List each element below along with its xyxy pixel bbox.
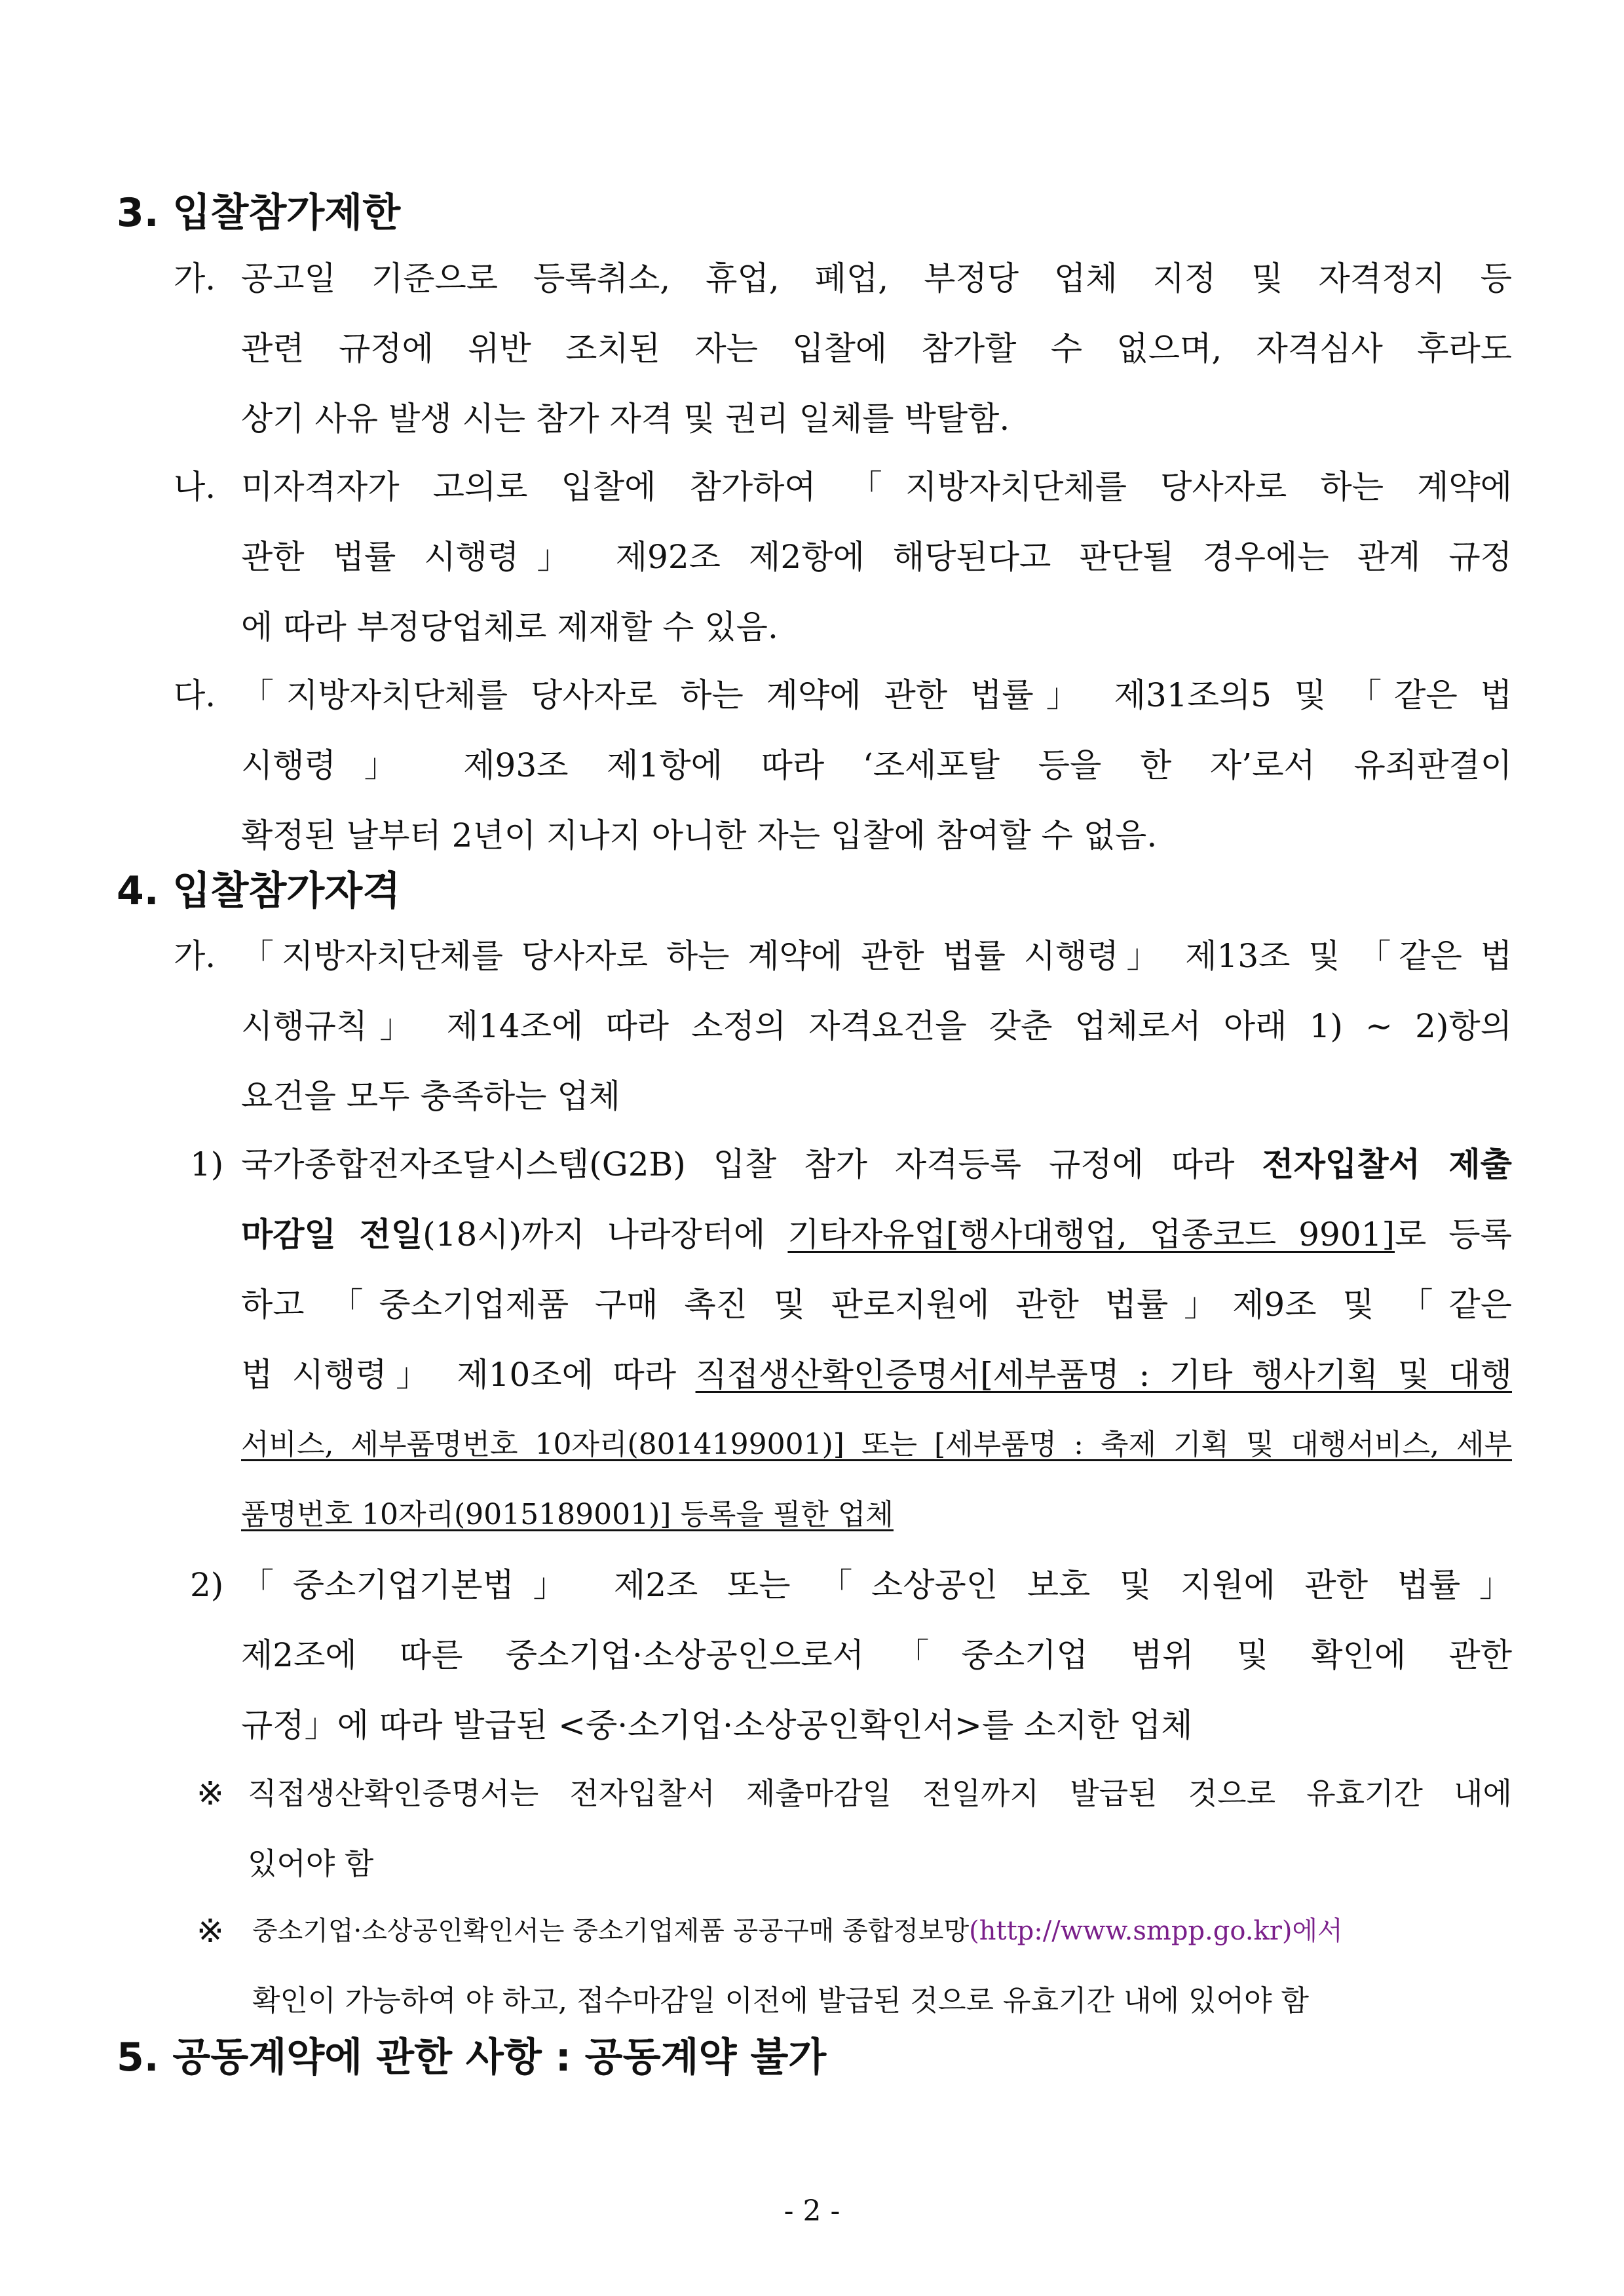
underlined-text: 품명번호 10자리(9015189001)] 등록을 필한 업체 (241, 1498, 894, 1531)
item-label: 1) (190, 1145, 224, 1183)
text-line (252, 1908, 1343, 1954)
underlined-text: 서비스, 세부품명번호 10자리(8014199001)] 또는 [세부품명 : 축제 기획 및 대행서비스, 세부 (241, 1428, 1512, 1461)
section-4-title: 4. 입찰참가자격 (117, 868, 401, 914)
text-run: (18시)까지 나라장터에 (423, 1215, 788, 1253)
text-line: 확인이 가능하여 야 하고, 접수마감일 이전에 발급된 것으로 유효기간 내에 있어야 함 (252, 1984, 1309, 2018)
text-line: 제2조에 따른 중소기업·소상공인으로서「중소기업 범위 및 확인에 관한 (241, 1636, 1512, 1674)
text-run: 중소기업·소상공인확인서는 중소기업제품 공공구매 종합정보망 (252, 1916, 970, 1946)
text-line: 관한 법률 시행령」 제92조 제2항에 해당된다고 판단될 경우에는 관계 규정 (241, 538, 1512, 576)
item-label: 나. (174, 468, 216, 506)
website-link[interactable]: (http://www.smpp.go.kr)에서 (969, 1916, 1343, 1946)
item-label: 가. (174, 259, 216, 297)
text-run: 로 등록 (1394, 1215, 1512, 1253)
text-line: 「중소기업기본법」 제2조 또는 「소상공인 보호 및 지원에 관한 법률」 (241, 1566, 1512, 1604)
text-line: 에 따라 부정당업체로 제재할 수 있음. (241, 608, 778, 646)
section-5-title: 5. 공동계약에 관한 사항 : 공동계약 불가 (117, 2035, 827, 2080)
text-line: 시행규칙」 제14조에 따라 소정의 자격요건을 갖춘 업체로서 아래 1) ~ 2)항의 (241, 1007, 1512, 1045)
underlined-text: 기타자유업[행사대행업, 업종코드 9901] (787, 1215, 1395, 1253)
text-line: 공고일 기준으로 등록취소, 휴업, 폐업, 부정당 업체 지정 및 자격정지 등 (241, 259, 1512, 297)
bold-text: 전자입찰서 제출 (1262, 1145, 1512, 1183)
text-line: 관련 규정에 위반 조치된 자는 입찰에 참가할 수 없으며, 자격심사 후라도 (241, 330, 1512, 368)
page-number: - 2 - (784, 2194, 840, 2228)
bold-text: 마감일 전일 (241, 1215, 423, 1253)
text-line: 요건을 모두 충족하는 업체 (241, 1077, 620, 1115)
note-mark: ※ (197, 1774, 224, 1812)
item-label: 가. (174, 937, 216, 975)
text-run: 법 시행령」 제10조에 따라 (241, 1356, 696, 1394)
item-label: 다. (174, 676, 216, 714)
text-line: 규정」에 따라 발급된 <중·소기업·소상공인확인서>를 소지한 업체 (241, 1706, 1193, 1744)
text-line: 직접생산확인증명서는 전자입찰서 제출마감일 전일까지 발급된 것으로 유효기간 내에 (248, 1776, 1512, 1811)
text-line (241, 1492, 894, 1538)
text-line (241, 1141, 1512, 1187)
text-line: 상기 사유 발생 시는 참가 자격 및 권리 일체를 박탈함. (241, 400, 1010, 438)
item-label: 2) (190, 1566, 224, 1604)
text-line (241, 1212, 1512, 1257)
underlined-text: 직접생산확인증명서[세부품명 : 기타 행사기획 및 대행 (695, 1356, 1512, 1394)
text-line: 확정된 날부터 2년이 지나지 아니한 자는 입찰에 참여할 수 없음. (241, 816, 1158, 854)
text-line: 있어야 함 (248, 1846, 374, 1881)
note-mark: ※ (197, 1912, 224, 1950)
section-3-title: 3. 입찰참가제한 (117, 190, 401, 236)
text-line (241, 1352, 1512, 1398)
text-line: 시행령」 제93조 제1항에 따라 ‘조세포탈 등을 한 자’로서 유죄판결이 (241, 746, 1512, 784)
text-line: 미자격자가 고의로 입찰에 참가하여 「지방자치단체를 당사자로 하는 계약에 (241, 468, 1512, 506)
text-line: 「지방자치단체를 당사자로 하는 계약에 관한 법률」 제31조의5 및 「같은 법 (241, 676, 1512, 714)
text-line: 하고 「중소기업제품 구매 촉진 및 판로지원에 관한 법률」제9조 및 「같은 (241, 1286, 1512, 1324)
text-line: 「지방자치단체를 당사자로 하는 계약에 관한 법률 시행령」 제13조 및 「같은 법 (241, 937, 1512, 975)
text-run: 국가종합전자조달시스템(G2B) 입찰 참가 자격등록 규정에 따라 (241, 1145, 1262, 1183)
